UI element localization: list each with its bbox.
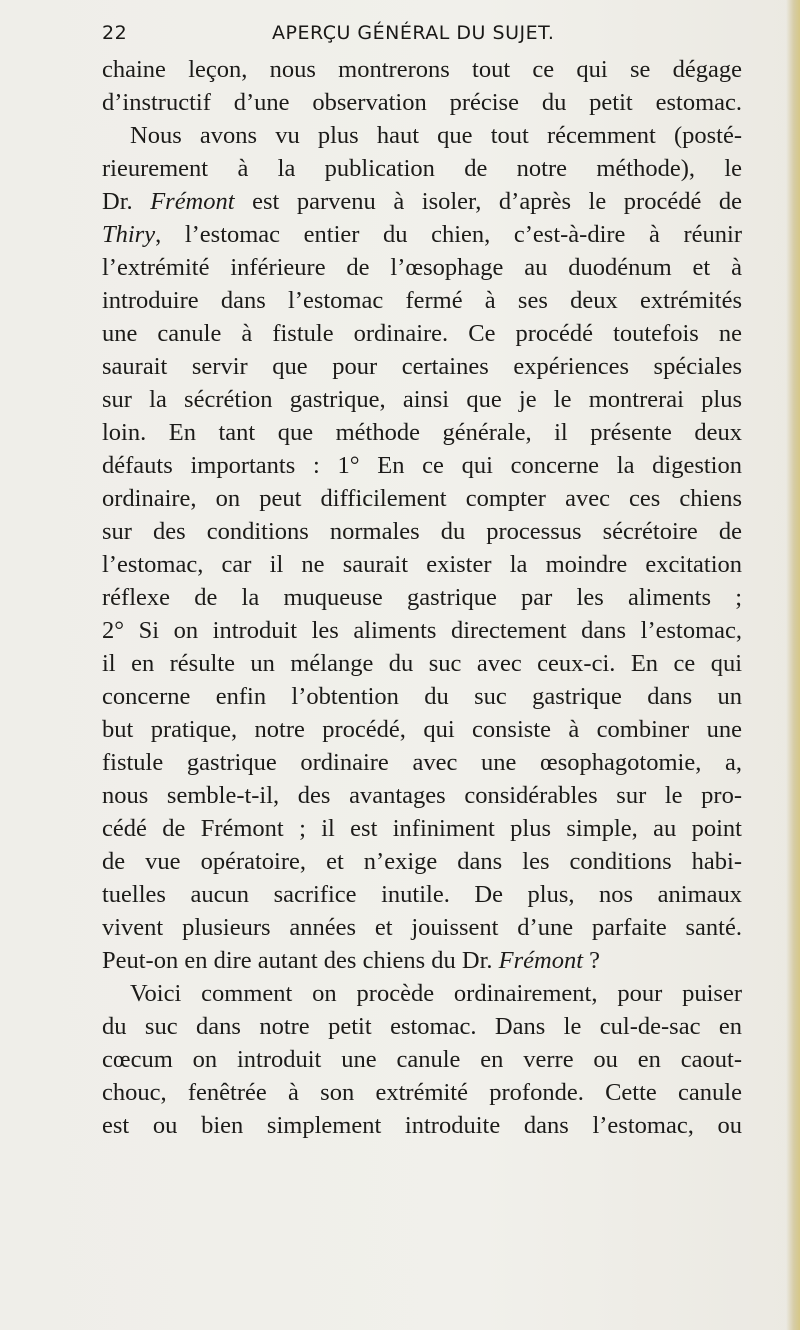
italic-name: Thiry: [102, 221, 156, 248]
text-line: rieurement à la publication de notre méthode), le: [102, 155, 742, 182]
text-line: réflexe de la muqueuse gastrique par les aliments ;: [102, 584, 742, 611]
text-line: d’instructif d’une observation précise du petit estomac.: [102, 89, 742, 116]
text-line: [102, 944, 742, 977]
text-line: chouc, fenêtrée à son extrémité profonde. Cette canule: [102, 1079, 742, 1106]
text-line: sur des conditions normales du processus sécrétoire de: [102, 518, 742, 545]
text-line: sur la sécrétion gastrique, ainsi que je le montrerai plus: [102, 386, 742, 413]
text-line: Nous avons vu plus haut que tout récemment (posté-: [130, 122, 742, 149]
text-line: cœcum on introduit une canule en verre ou en caout-: [102, 1046, 742, 1073]
running-title: APERÇU GÉNÉRAL DU SUJET.: [272, 22, 555, 44]
running-head: [102, 22, 742, 52]
text-line: du suc dans notre petit estomac. Dans le cul-de-sac en: [102, 1013, 742, 1040]
text-line: défauts importants : 1° En ce qui concerne la digestion: [102, 452, 742, 479]
text-segment: Dr.: [102, 188, 151, 215]
page-edge: [786, 0, 800, 1330]
text-line: Voici comment on procède ordinairement, pour puiser: [130, 980, 742, 1007]
text-segment: ?: [583, 947, 601, 974]
body-text: [102, 53, 742, 1142]
text-line: cédé de Frémont ; il est infiniment plus simple, au point: [102, 815, 742, 842]
text-line: il en résulte un mélange du suc avec ceux-ci. En ce qui: [102, 650, 742, 677]
text-line: l’estomac, car il ne saurait exister la moindre excitation: [102, 551, 742, 578]
text-line: une canule à fistule ordinaire. Ce procédé toutefois ne: [102, 320, 742, 347]
text-line: vivent plusieurs années et jouissent d’une parfaite santé.: [102, 914, 742, 941]
text-line: de vue opératoire, et n’exige dans les conditions habi-: [102, 848, 742, 875]
text-segment: , l’estomac entier du chien, c’est-à-dire à réunir: [155, 221, 742, 248]
text-segment: Peut-on en dire autant des chiens du Dr.: [102, 947, 499, 974]
italic-name: Frémont: [150, 188, 235, 215]
text-line: l’extrémité inférieure de l’œsophage au duodénum et à: [102, 254, 742, 281]
text-line: saurait servir que pour certaines expériences spéciales: [102, 353, 742, 380]
text-line: loin. En tant que méthode générale, il présente deux: [102, 419, 742, 446]
text-line: concerne enfin l’obtention du suc gastrique dans un: [102, 683, 742, 710]
text-line: 2° Si on introduit les aliments directement dans l’estomac,: [102, 617, 742, 644]
italic-name: Frémont: [498, 947, 584, 974]
text-line: chaine leçon, nous montrerons tout ce qui se dégage: [102, 56, 742, 83]
text-segment: est parvenu à isoler, d’après le procédé de: [234, 188, 742, 215]
text-line: ordinaire, on peut difficilement compter avec ces chiens: [102, 485, 742, 512]
text-line: tuelles aucun sacrifice inutile. De plus, nos animaux: [102, 881, 742, 908]
page-number: 22: [102, 22, 128, 44]
text-line: introduire dans l’estomac fermé à ses deux extrémités: [102, 287, 742, 314]
text-line: but pratique, notre procédé, qui consiste à combiner une: [102, 716, 742, 743]
text-line: est ou bien simplement introduite dans l’estomac, ou: [102, 1112, 742, 1139]
text-line: [102, 185, 742, 218]
text-line: [102, 218, 742, 251]
text-line: nous semble-t-il, des avantages considérables sur le pro-: [102, 782, 742, 809]
text-line: fistule gastrique ordinaire avec une œsophagotomie, a,: [102, 749, 742, 776]
